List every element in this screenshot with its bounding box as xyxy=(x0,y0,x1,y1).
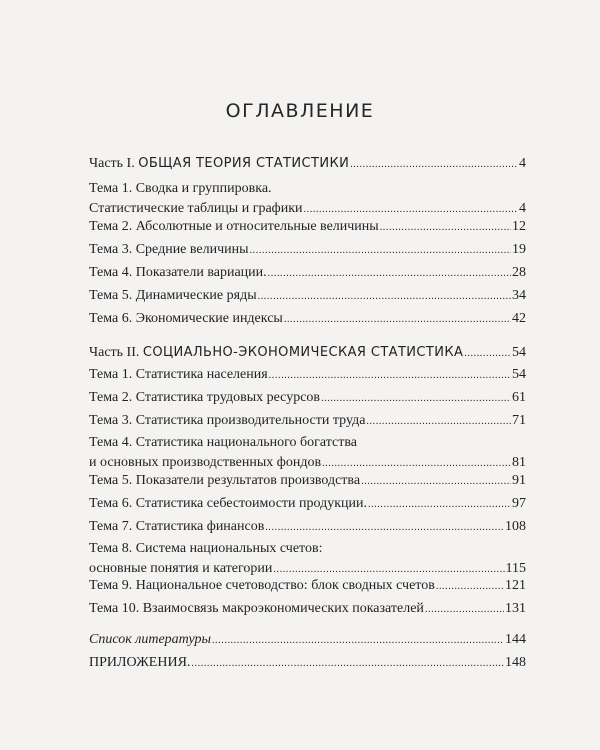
toc-page-number: 19 xyxy=(512,242,526,257)
toc-item-label: Тема 10. Взаимосвязь макроэкономических показателей xyxy=(89,601,424,616)
toc-page-number: 131 xyxy=(505,601,526,616)
toc-page-number: 54 xyxy=(512,345,526,360)
dot-leader xyxy=(321,388,511,409)
toc-item-label: Тема 5. Показатели результатов производства xyxy=(89,473,361,488)
toc-item-label: Тема 2. Статистика трудовых ресурсов xyxy=(89,390,321,405)
toc-item-label: Тема 4. Статистика национального богатства xyxy=(89,435,357,450)
toc-page-number: 144 xyxy=(505,632,526,647)
toc-page-number: 121 xyxy=(505,578,526,593)
toc-item[interactable] xyxy=(89,217,526,238)
toc-appendix[interactable] xyxy=(89,653,526,674)
page-title: ОГЛАВЛЕНИЕ xyxy=(225,100,375,122)
toc-item-label: Тема 8. Система национальных счетов: xyxy=(89,541,323,556)
toc-item[interactable] xyxy=(89,179,526,220)
dot-leader xyxy=(191,653,504,674)
toc-part-title: ОБЩАЯ ТЕОРИЯ СТАТИСТИКИ xyxy=(138,156,350,171)
toc-page-number: 34 xyxy=(512,288,526,303)
toc-page-number: 28 xyxy=(512,265,526,280)
toc-page-number: 4 xyxy=(519,201,526,216)
toc-item-label: Тема 3. Средние величины xyxy=(89,242,249,257)
toc-item-label: Тема 1. Статистика населения xyxy=(89,367,268,382)
toc-page-number: 61 xyxy=(512,390,526,405)
toc-item-label: Тема 6. Экономические индексы xyxy=(89,311,283,326)
toc-part-title: СОЦИАЛЬНО-ЭКОНОМИЧЕСКАЯ СТАТИСТИКА xyxy=(142,345,464,360)
dot-leader xyxy=(436,576,504,597)
toc-part-label xyxy=(89,154,349,174)
toc-item-label-continued: основные понятия и категории xyxy=(89,561,273,576)
toc-item[interactable] xyxy=(89,263,526,284)
dot-leader xyxy=(380,217,511,238)
toc-part-label xyxy=(89,343,463,363)
toc-item-label-continued: и основных производственных фондов xyxy=(89,455,322,470)
toc-item-label: Тема 4. Показатели вариации. xyxy=(89,265,267,280)
toc-page-number: 115 xyxy=(505,561,526,576)
toc-item[interactable] xyxy=(89,539,526,580)
dot-leader xyxy=(368,494,511,515)
toc-item[interactable] xyxy=(89,433,526,474)
toc-page-number: 42 xyxy=(512,311,526,326)
toc-item[interactable] xyxy=(89,471,526,492)
toc-item-label: ПРИЛОЖЕНИЯ. xyxy=(89,655,191,670)
dot-leader xyxy=(464,343,511,364)
toc-item-label: Список литературы xyxy=(89,632,211,647)
toc-part-prefix: Часть I. xyxy=(89,156,135,171)
toc-part-prefix: Часть II. xyxy=(89,345,140,360)
toc-page-number: 71 xyxy=(512,413,526,428)
toc-item[interactable] xyxy=(89,411,526,432)
toc-item[interactable] xyxy=(89,576,526,597)
toc-item[interactable] xyxy=(89,309,526,330)
toc-item[interactable] xyxy=(89,494,526,515)
dot-leader xyxy=(250,240,511,261)
dot-leader xyxy=(425,599,504,620)
dot-leader xyxy=(366,411,511,432)
toc-item[interactable] xyxy=(89,599,526,620)
dot-leader xyxy=(265,517,504,538)
dot-leader xyxy=(350,154,518,175)
toc-part-1[interactable] xyxy=(89,154,526,175)
toc-item[interactable] xyxy=(89,286,526,307)
toc-page-number: 54 xyxy=(512,367,526,382)
toc-item-label: Тема 9. Национальное счетоводство: блок сводных счетов xyxy=(89,578,435,593)
toc-page-number: 12 xyxy=(512,219,526,234)
toc-item-label: Тема 3. Статистика производительности труда xyxy=(89,413,366,428)
toc-item[interactable] xyxy=(89,240,526,261)
toc-item-label-continued: Статистические таблицы и графики xyxy=(89,201,303,216)
dot-leader xyxy=(284,309,511,330)
toc-item[interactable] xyxy=(89,388,526,409)
toc-page-number: 81 xyxy=(512,455,526,470)
toc-item[interactable] xyxy=(89,365,526,386)
dot-leader xyxy=(361,471,511,492)
toc-item[interactable] xyxy=(89,517,526,538)
toc-page-number: 4 xyxy=(519,156,526,171)
toc-references[interactable] xyxy=(89,630,526,651)
toc-page-number: 91 xyxy=(512,473,526,488)
toc-page-number: 108 xyxy=(505,519,526,534)
toc-item-label: Тема 6. Статистика себестоимости продукции. xyxy=(89,496,368,511)
dot-leader xyxy=(258,286,511,307)
toc-page-number: 97 xyxy=(512,496,526,511)
toc-item-label: Тема 1. Сводка и группировка. xyxy=(89,181,272,196)
dot-leader xyxy=(269,365,511,386)
toc-part-2[interactable] xyxy=(89,343,526,364)
dot-leader xyxy=(212,630,504,651)
toc-item-label: Тема 2. Абсолютные и относительные величины xyxy=(89,219,379,234)
toc-page-number: 148 xyxy=(505,655,526,670)
dot-leader xyxy=(268,263,511,284)
toc-item-label: Тема 5. Динамические ряды xyxy=(89,288,257,303)
toc-item-label: Тема 7. Статистика финансов xyxy=(89,519,265,534)
